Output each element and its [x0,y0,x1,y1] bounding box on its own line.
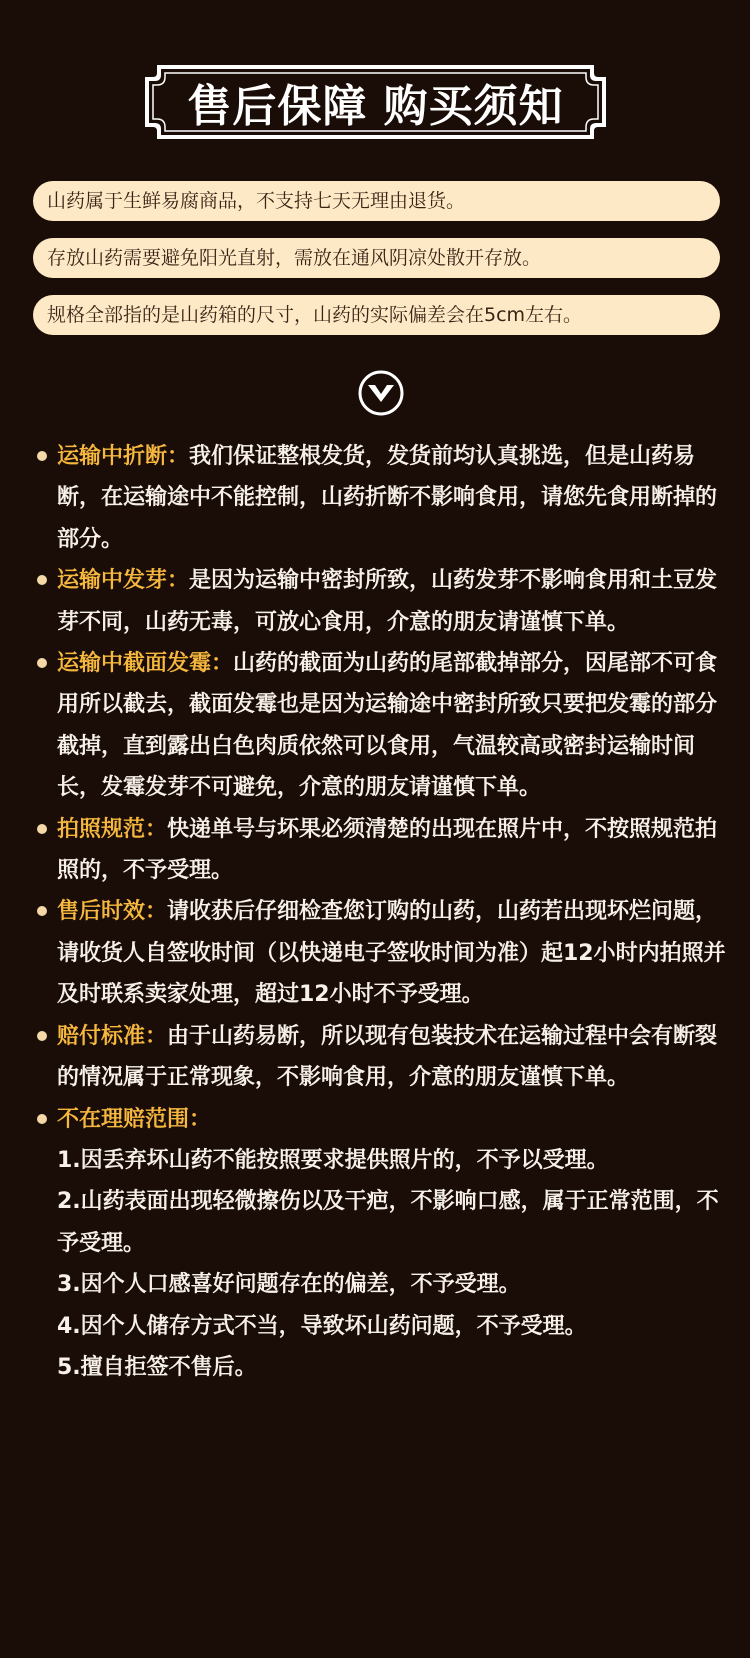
item-label: 赔付标准： [57,1023,168,1049]
item-label: 运输中发芽： [57,568,190,594]
item-text: 快递单号与坏果必须清楚的出现在照片中，不按照规范拍照的，不予受理。 [57,816,718,884]
notice-pill: 存放山药需要避免阳光直射，需放在通风阴凉处散开存放。 [33,238,720,278]
dot-bullet-icon [37,1031,47,1041]
title-plaque [143,63,608,141]
item-label: 运输中折断： [57,444,190,469]
dot-bullet-icon [37,906,47,916]
item-text: 山药的截面为山药的尾部截掉部分，因尾部不可食用所以截去，截面发霉也是因为运输途中密封所致只要把发霉的部分截掉，直到露出白色肉质依然可以食用，气温较高或密封运输时间长，发霉发芽不可避免，介意的朋友请谨慎下单。 [57,651,718,801]
list-item [57,560,727,643]
policy-list [57,436,727,1388]
dot-bullet-icon [37,658,47,668]
list-item [57,1099,727,1140]
item-label: 售后时效： [57,899,168,925]
dot-bullet-icon [37,451,47,461]
item-label: 运输中截面发霉： [57,651,234,677]
notice-pill: 规格全部指的是山药箱的尺寸，山药的实际偏差会在5cm左右。 [33,295,720,335]
item-label: 拍照规范： [57,816,168,842]
item-text: 请收获后仔细检查您订购的山药，山药若出现坏烂问题，请收货人自签收时间（以快递电子签收时间为准）起12小时内拍照并及时联系卖家处理，超过12小时不予受理。 [57,899,726,1008]
list-item [57,1016,727,1099]
chevron-down-circle-icon [357,369,405,417]
dot-bullet-icon [37,575,47,585]
exclusion-item: 3.因个人口感喜好问题存在的偏差，不予受理。 [57,1272,521,1298]
exclusion-item: 1.因丢弃坏山药不能按照要求提供照片的，不予以受理。 [57,1147,609,1173]
list-item [57,643,727,809]
exclusion-item: 4.因个人储存方式不当，导致坏山药问题，不予受理。 [57,1313,587,1339]
dot-bullet-icon [37,824,47,834]
notice-pill: 山药属于生鲜易腐商品，不支持七天无理由退货。 [33,181,720,221]
page-title: 售后保障 购买须知 [187,81,564,132]
item-text: 我们保证整根发货，发货前均认真挑选，但是山药易断，在运输途中不能控制，山药折断不影响食用，请您先食用断掉的部分。 [57,444,718,552]
list-item [57,436,727,560]
item-label: 不在理赔范围： [57,1106,212,1132]
list-item [57,891,727,1015]
dot-bullet-icon [37,1114,47,1124]
list-item [57,809,727,892]
item-text: 是因为运输中密封所致，山药发芽不影响食用和土豆发芽不同，山药无毒，可放心食用，介意的朋友请谨慎下单。 [57,568,718,635]
exclusion-item: 2.山药表面出现轻微擦伤以及干疤，不影响口感，属于正常范围，不予受理。 [57,1189,719,1256]
item-text: 由于山药易断，所以现有包装技术在运输过程中会有断裂的情况属于正常现象，不影响食用，介意的朋友谨慎下单。 [57,1023,718,1091]
exclusion-item: 5.擅自拒签不售后。 [57,1354,257,1380]
